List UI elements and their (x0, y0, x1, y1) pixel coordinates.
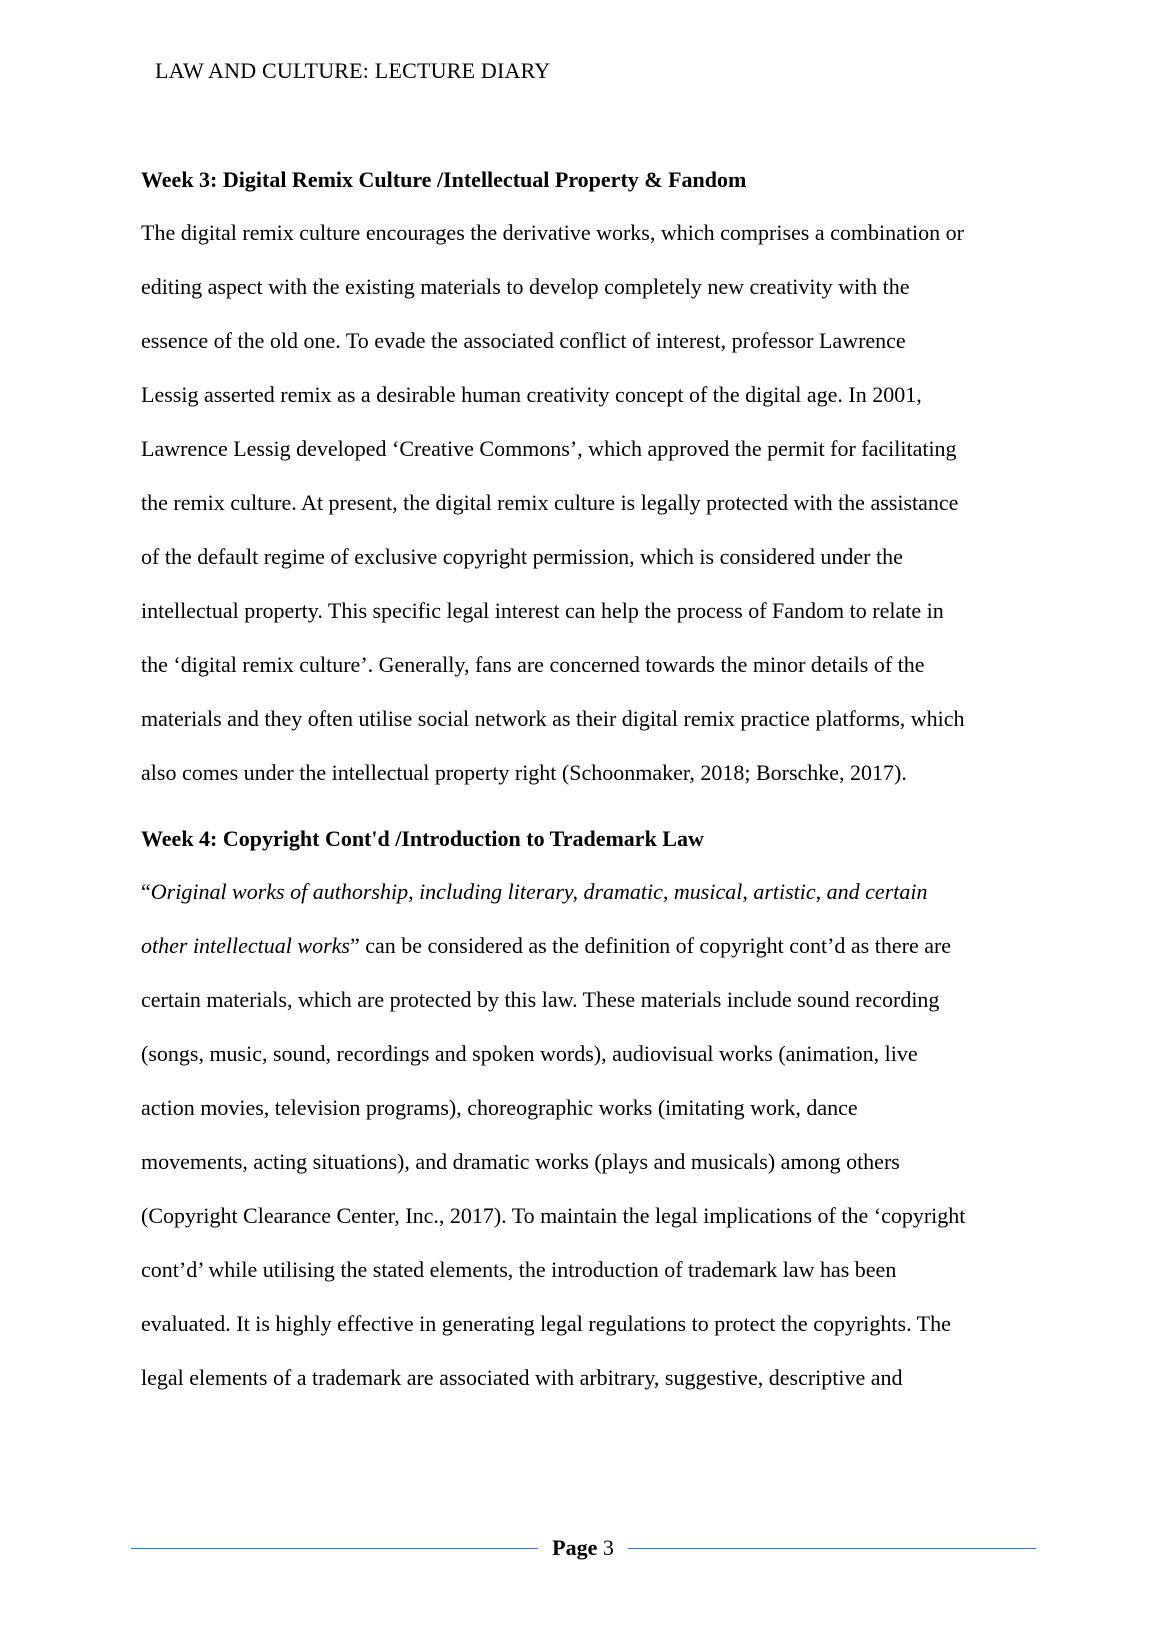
footer-rule-right (628, 1548, 1036, 1549)
body-line: of the default regime of exclusive copyright permission, which is considered under the (141, 544, 903, 569)
quote-line (141, 865, 1041, 919)
body-line: cont’d’ while utilising the stated elements, the introduction of trademark law has been (141, 1257, 897, 1282)
body-line: (Copyright Clearance Center, Inc., 2017). To maintain the legal implications of the ‘copyright (141, 1203, 966, 1228)
quote-line (141, 919, 1041, 973)
page-number: 3 (602, 1535, 614, 1560)
body-line: the remix culture. At present, the digital remix culture is legally protected with the assistance (141, 490, 959, 515)
quote-continuation: ” can be considered as the definition of copyright cont’d as there are (349, 933, 952, 958)
page-number-label (538, 1533, 628, 1563)
section-heading-week-4: Week 4: Copyright Cont'd /Introduction to Trademark Law (141, 826, 704, 851)
body-line: The digital remix culture encourages the derivative works, which comprises a combination or (141, 220, 964, 245)
body-line: movements, acting situations), and dramatic works (plays and musicals) among others (141, 1149, 900, 1174)
quoted-definition: Original works of authorship, including literary, dramatic, musical, artistic, and certain (150, 879, 928, 904)
body-line: also comes under the intellectual property right (Schoonmaker, 2018; Borschke, 2017). (141, 760, 907, 785)
document-body (141, 162, 1041, 1405)
body-line: the ‘digital remix culture’. Generally, fans are concerned towards the minor details of the (141, 652, 925, 677)
body-line: Lawrence Lessig developed ‘Creative Commons’, which approved the permit for facilitating (141, 436, 957, 461)
body-line: intellectual property. This specific legal interest can help the process of Fandom to relate in (141, 598, 944, 623)
page-word: Page (552, 1535, 598, 1560)
section-body-week-4 (141, 865, 1041, 1405)
body-line: action movies, television programs), choreographic works (imitating work, dance (141, 1095, 858, 1120)
running-header: LAW AND CULTURE: LECTURE DIARY (155, 58, 551, 83)
body-line: editing aspect with the existing materials to develop completely new creativity with the (141, 274, 910, 299)
body-line: legal elements of a trademark are associated with arbitrary, suggestive, descriptive and (141, 1365, 903, 1390)
section-heading-week-3: Week 3: Digital Remix Culture /Intellectual Property & Fandom (141, 167, 747, 192)
body-line: (songs, music, sound, recordings and spoken words), audiovisual works (animation, live (141, 1041, 918, 1066)
body-line: certain materials, which are protected by this law. These materials include sound recording (141, 987, 940, 1012)
quoted-definition-end: other intellectual works (141, 933, 350, 958)
body-line: Lessig asserted remix as a desirable human creativity concept of the digital age. In 2001, (141, 382, 922, 407)
body-line: materials and they often utilise social network as their digital remix practice platforms, which (141, 706, 965, 731)
footer-rule-left (131, 1548, 538, 1549)
body-line: essence of the old one. To evade the associated conflict of interest, professor Lawrence (141, 328, 906, 353)
open-quote-mark: “ (141, 879, 151, 904)
section-body-week-3 (141, 206, 1041, 800)
body-line: evaluated. It is highly effective in generating legal regulations to protect the copyrights. The (141, 1311, 951, 1336)
page-footer (131, 1531, 1036, 1565)
